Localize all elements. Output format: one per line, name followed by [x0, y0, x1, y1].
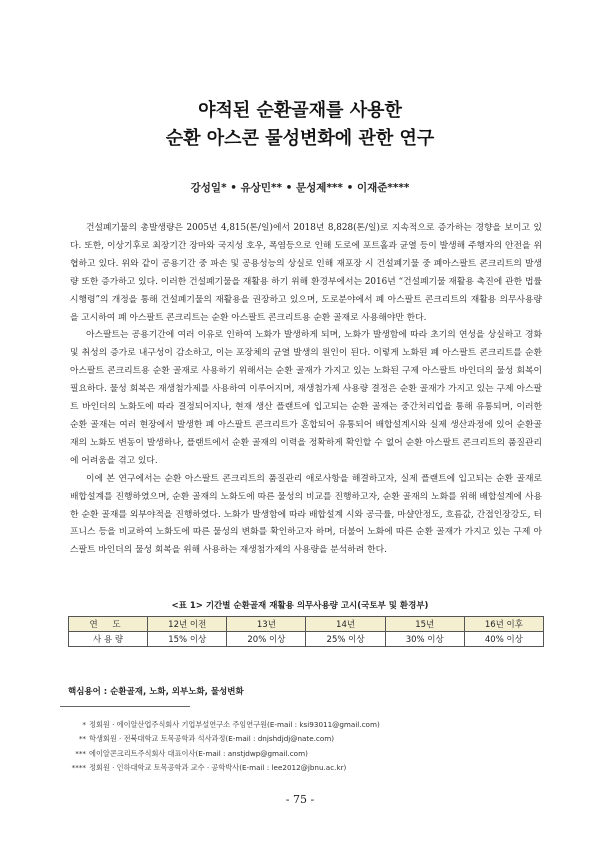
body-paragraph-1: 건설폐기물의 총발생량은 2005년 4,815(톤/일)에서 2018년 8,828(톤/일)로 지속적으로 증가하는 경향을 보이고 있다. 또한, 이상기후로 최장기간 장마와 국지성 호우, 폭염등으로 인해 도로에 포트홀과 균열 등이 발생해 주행자의 안전을 위협하고 있다. 위와 같이 공용기간 중 파손 및 공용성능의 상실로 인해 재포장 시 건설폐기물 중 폐아스팔트 콘크리트의 발생량 또한 증가하고 있다. 이러한 건설폐기물을 재활용 하기 위해 환경부에서는 2016년 “건설폐기물 재활용 촉진에 관한 법률 시행령”의 개정을 통해 건설폐기물의 재활용을 권장하고 있으며, 도로분야에서 폐 아스팔트 콘크리트의 재활용 의무사용량을 고시하여 폐 아스팔트 콘크리트는 순환 아스팔트 콘크리트용 순환 골재로 사용해야만 한다. — [70, 223, 542, 323]
footnote-text: 정회원 · 인하대학교 토목공학과 교수 · 공학박사(E-mail : lee2012@jbnu.ac.kr) — [89, 762, 347, 772]
footnote-mark: *** — [75, 748, 86, 758]
footnote — [68, 761, 548, 775]
footnote-text: 에이알콘크리트주식회사 대표이사(E-mail : anstjdwp@gmail.com) — [89, 748, 308, 758]
table-cell: 20% 이상 — [227, 632, 306, 647]
paper-title-line-1: 야적된 순환골재를 사용한 — [198, 100, 402, 121]
footnote-mark: * — [82, 720, 86, 729]
footnote-mark: ** — [78, 734, 86, 744]
table-cell: 30% 이상 — [385, 632, 464, 647]
table-header-row — [69, 617, 544, 632]
footnote-divider — [60, 706, 190, 707]
recycling-requirement-table — [68, 616, 544, 647]
body-paragraph-3: 이에 본 연구에서는 순환 아스팔트 콘크리트의 품질관리 애로사항을 해결하고자, 실제 플랜트에 입고되는 순환 골재로 배합설계를 진행하였으며, 순환 골재의 노화도에 따른 물성의 비교를 진행하고자, 순환 골재의 노화를 위해 배합설계에 사용한 순환 골재를 외부야적을 진행하였다. 노화가 발생함에 따라 배합설계 시와 공극률, 마샬안정도, 흐름값, 간접인장강도, 터프니스 등을 비교하여 노화도에 따른 물성의 변화를 확인하고자 하며, 더불어 노화에 따른 순환 골재가 가지고 있는 구제 아스팔트 바인더의 물성 회복을 위해 사용하는 재생첨가제의 사용량을 분석하려 한다. — [70, 473, 542, 556]
table-header-cell: 15년 — [385, 617, 464, 632]
table-cell: 40% 이상 — [464, 632, 543, 647]
footnote-text: 정회원 · 에이알산업주식회사 기업부설연구소 주임연구원(E-mail : ksi93011@gmail.com) — [89, 720, 380, 729]
table-cell: 15% 이상 — [148, 632, 227, 647]
abstract-body — [70, 220, 542, 560]
table-header-cell: 14년 — [306, 617, 385, 632]
footnote-mark: **** — [71, 762, 86, 772]
footnotes — [68, 718, 548, 775]
footnote — [68, 747, 548, 761]
table-row — [69, 632, 544, 647]
footnote — [68, 718, 548, 732]
table-header-cell: 16년 이후 — [464, 617, 543, 632]
table-header-cell: 연 도 — [69, 617, 148, 632]
paper-title-line-2: 순환 아스콘 물성변화에 관한 연구 — [165, 128, 435, 149]
keywords: 핵심용어 : 순환골재, 노화, 외부노화, 물성변화 — [68, 687, 244, 697]
page-number: - 75 - — [285, 793, 315, 806]
table-cell: 25% 이상 — [306, 632, 385, 647]
footnote — [68, 732, 548, 746]
table-header-cell: 12년 이전 — [148, 617, 227, 632]
footnote-text: 학생회원 · 전북대학교 토목공학과 석사과정(E-mail : dnjshdjdj@nate.com) — [89, 734, 335, 744]
author-list: 강성일* • 유상민** • 문성제*** • 이재준**** — [190, 182, 410, 194]
body-paragraph-2: 아스팔트는 공용기간에 여러 이유로 인하여 노화가 발생하게 되며, 노화가 발생함에 따라 초기의 연성을 상실하고 경화 및 취성의 증가로 내구성이 감소하고, 이는 포장체의 균열 발생의 원인이 된다. 이렇게 노화된 폐 아스팔트 콘크리트를 순환 아스팔트 콘크리트용 순환 골재로 사용하기 위해서는 순환 골재가 가지고 있는 노화된 구제 아스팔트 바인더의 물성 회복이 필요하다. 물성 회복은 재생첨가제를 사용하여 이루어지며, 재생첨가제 사용량 결정은 순환 골재가 가지고 있는 구제 아스팔트 바인더의 노화도에 따라 결정되어지나, 현재 생산 플랜트에 입고되는 순환 골재는 중간처리업을 통해 유통되며, 이러한 순환 골재는 여러 현장에서 발생한 폐 아스팔트 콘크리트가 혼합되어 유통되어 배합설계시와 실제 생산과정에 있어 순환골재의 노화도 변동이 발생하나, 플랜트에서 순환 골재의 이력을 정확하게 확인할 수 없어 순환 아스팔트 콘크리트의 품질관리에 어려움을 겪고 있다. — [70, 330, 542, 466]
table-cell: 사 용 량 — [69, 632, 148, 647]
table-header-cell: 13년 — [227, 617, 306, 632]
table-caption: <표 1> 기간별 순환골재 재활용 의무사용량 고시(국토부 및 환경부) — [171, 601, 429, 611]
